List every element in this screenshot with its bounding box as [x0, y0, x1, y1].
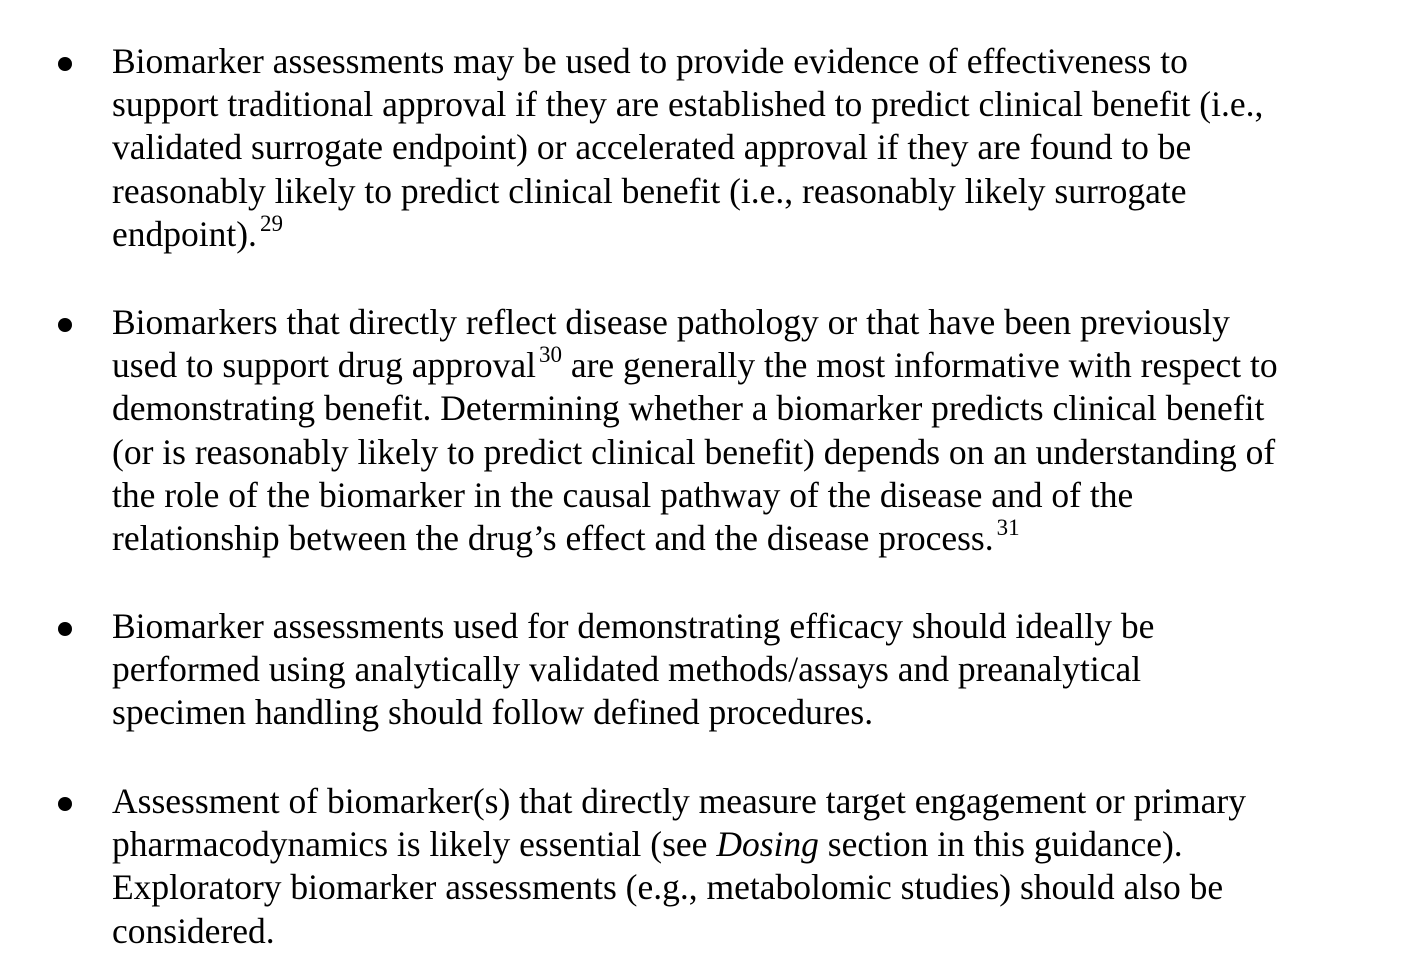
bullet-dot [58, 318, 72, 332]
footnote-ref: 30 [538, 342, 562, 368]
footnote-ref: 31 [996, 515, 1020, 541]
bullet-text [112, 301, 1382, 560]
text-line: the role of the biomarker in the causal pathway of the disease and of the [112, 474, 1134, 515]
text-line: Assessment of biomarker(s) that directly measure target engagement or primary [112, 781, 1246, 821]
footnote-ref: 29 [259, 210, 283, 236]
text-fragment: pharmacodynamics is likely essential (see [112, 824, 717, 865]
text-fragment: relationship between the drug’s effect and the disease process. [112, 517, 994, 558]
text-fragment: used to support drug approval [112, 345, 536, 386]
emphasis-dosing: Dosing [716, 824, 819, 865]
text-line: Exploratory biomarker assessments (e.g., metabolomic studies) should also be [112, 867, 1224, 908]
text-fragment: endpoint). [112, 213, 257, 254]
text-line: performed using analytically validated methods/assays and preanalytical [112, 649, 1142, 690]
bullet-dot [58, 797, 72, 811]
bullet-text [112, 605, 1382, 735]
text-line: support traditional approval if they are established to predict clinical benefit (i.e., [112, 84, 1264, 125]
text-line: Biomarker assessments used for demonstrating efficacy should ideally be [112, 606, 1155, 646]
text-fragment: are generally the most informative with respect to [561, 345, 1278, 386]
text-line: validated surrogate endpoint) or accelerated approval if they are found to be [112, 127, 1192, 168]
text-line [112, 517, 1382, 560]
text-line: Biomarker assessments may be used to provide evidence of effectiveness to [112, 41, 1188, 81]
text-line: Biomarkers that directly reflect disease pathology or that have been previously [112, 302, 1230, 342]
text-line: demonstrating benefit. Determining whether a biomarker predicts clinical benefit [112, 388, 1265, 429]
bullet-text [112, 40, 1382, 256]
text-fragment: section in this guidance). [818, 824, 1183, 865]
text-line [112, 210, 1382, 256]
text-line: specimen handling should follow defined procedures. [112, 692, 874, 733]
text-line [112, 344, 1382, 387]
bullet-dot [58, 622, 72, 636]
text-line: (or is reasonably likely to predict clinical benefit) depends on an understanding of [112, 431, 1276, 472]
text-line [112, 823, 1382, 866]
text-line: reasonably likely to predict clinical benefit (i.e., reasonably likely surrogate [112, 170, 1187, 211]
text-line: considered. [112, 910, 275, 951]
bullet-dot [58, 57, 72, 71]
bullet-text [112, 780, 1382, 953]
